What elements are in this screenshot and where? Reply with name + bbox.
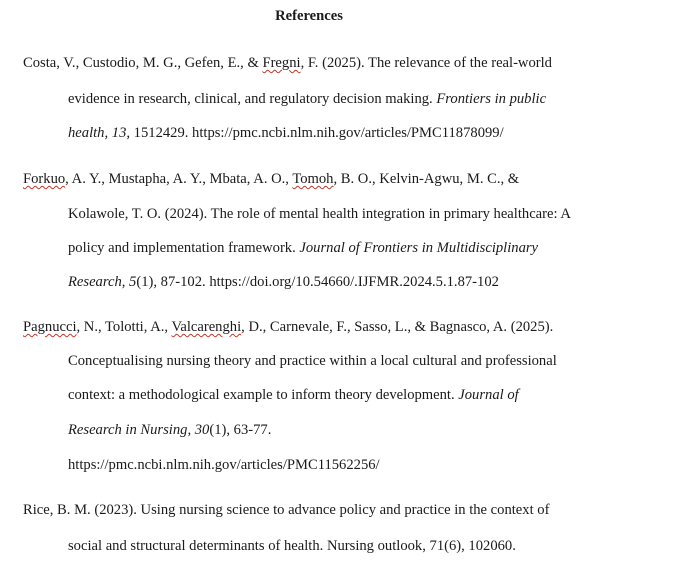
text-run: Kolawole, T. O. (2024). The role of mental health integration in primary healthcare: A <box>68 206 571 222</box>
text-run: policy and implementation framework. <box>68 240 300 256</box>
reference-3-line-2 <box>68 352 557 370</box>
text-run: , N., Tolotti, A., <box>76 319 172 335</box>
journal-title: Journal of <box>458 387 519 403</box>
reference-2-line-3 <box>68 239 538 257</box>
reference-1-line-2 <box>68 90 546 108</box>
journal-title: Frontiers in public <box>436 91 547 107</box>
reference-3-line-4 <box>68 421 271 439</box>
journal-title: Research in Nursing, 30 <box>68 422 210 438</box>
spellcheck-flagged-word[interactable]: Valcarenghi <box>171 319 242 335</box>
reference-4-line-2 <box>68 537 516 555</box>
reference-1-line-1 <box>23 54 552 72</box>
reference-3-line-1 <box>23 318 553 336</box>
spellcheck-flagged-word[interactable]: Tomoh <box>292 171 334 187</box>
journal-title: Journal of Frontiers in Multidisciplinary <box>299 240 539 256</box>
text-run: , A. Y., Mustapha, A. Y., Mbata, A. O., <box>65 171 293 187</box>
reference-2-line-2 <box>68 205 571 223</box>
text-run: , D., Carnevale, F., Sasso, L., & Bagnasco, A. (2025). <box>241 319 554 335</box>
reference-3-line-3 <box>68 386 519 404</box>
reference-4-line-1 <box>23 501 549 519</box>
text-run: Conceptualising nursing theory and practice within a local cultural and professional <box>68 353 557 369</box>
reference-1-line-3 <box>68 124 504 142</box>
text-run: , F. (2025). The relevance of the real-world <box>300 55 552 71</box>
spellcheck-flagged-word[interactable]: Fregni <box>262 55 301 71</box>
text-run: evidence in research, clinical, and regulatory decision making. <box>68 91 437 107</box>
reference-url: 1512429. https://pmc.ncbi.nlm.nih.gov/articles/PMC11878099/ <box>130 125 504 141</box>
reference-3-line-5 <box>68 456 380 474</box>
text-run: Rice, B. M. (2023). Using nursing science to advance policy and practice in the context of <box>23 502 550 518</box>
spellcheck-flagged-word[interactable]: Pagnucci <box>23 319 77 335</box>
text-run: context: a methodological example to inform theory development. <box>68 387 459 403</box>
journal-title: health, 13, <box>68 125 131 141</box>
text-run: (1), 63-77. <box>209 422 272 438</box>
reference-url: https://pmc.ncbi.nlm.nih.gov/articles/PMC11562256/ <box>68 457 380 473</box>
text-run: , B. O., Kelvin-Agwu, M. C., & <box>333 171 520 187</box>
reference-2-line-1 <box>23 170 519 188</box>
reference-url: (1), 87-102. https://doi.org/10.54660/.IJFMR.2024.5.1.87-102 <box>136 274 499 290</box>
text-run: Costa, V., Custodio, M. G., Gefen, E., & <box>23 55 263 71</box>
journal-title: Research, 5 <box>68 274 137 290</box>
reference-2-line-4 <box>68 273 499 291</box>
references-heading: References <box>275 8 343 24</box>
spellcheck-flagged-word[interactable]: Forkuo <box>23 171 66 187</box>
text-run: social and structural determinants of health. Nursing outlook, 71(6), 102060. <box>68 538 516 554</box>
